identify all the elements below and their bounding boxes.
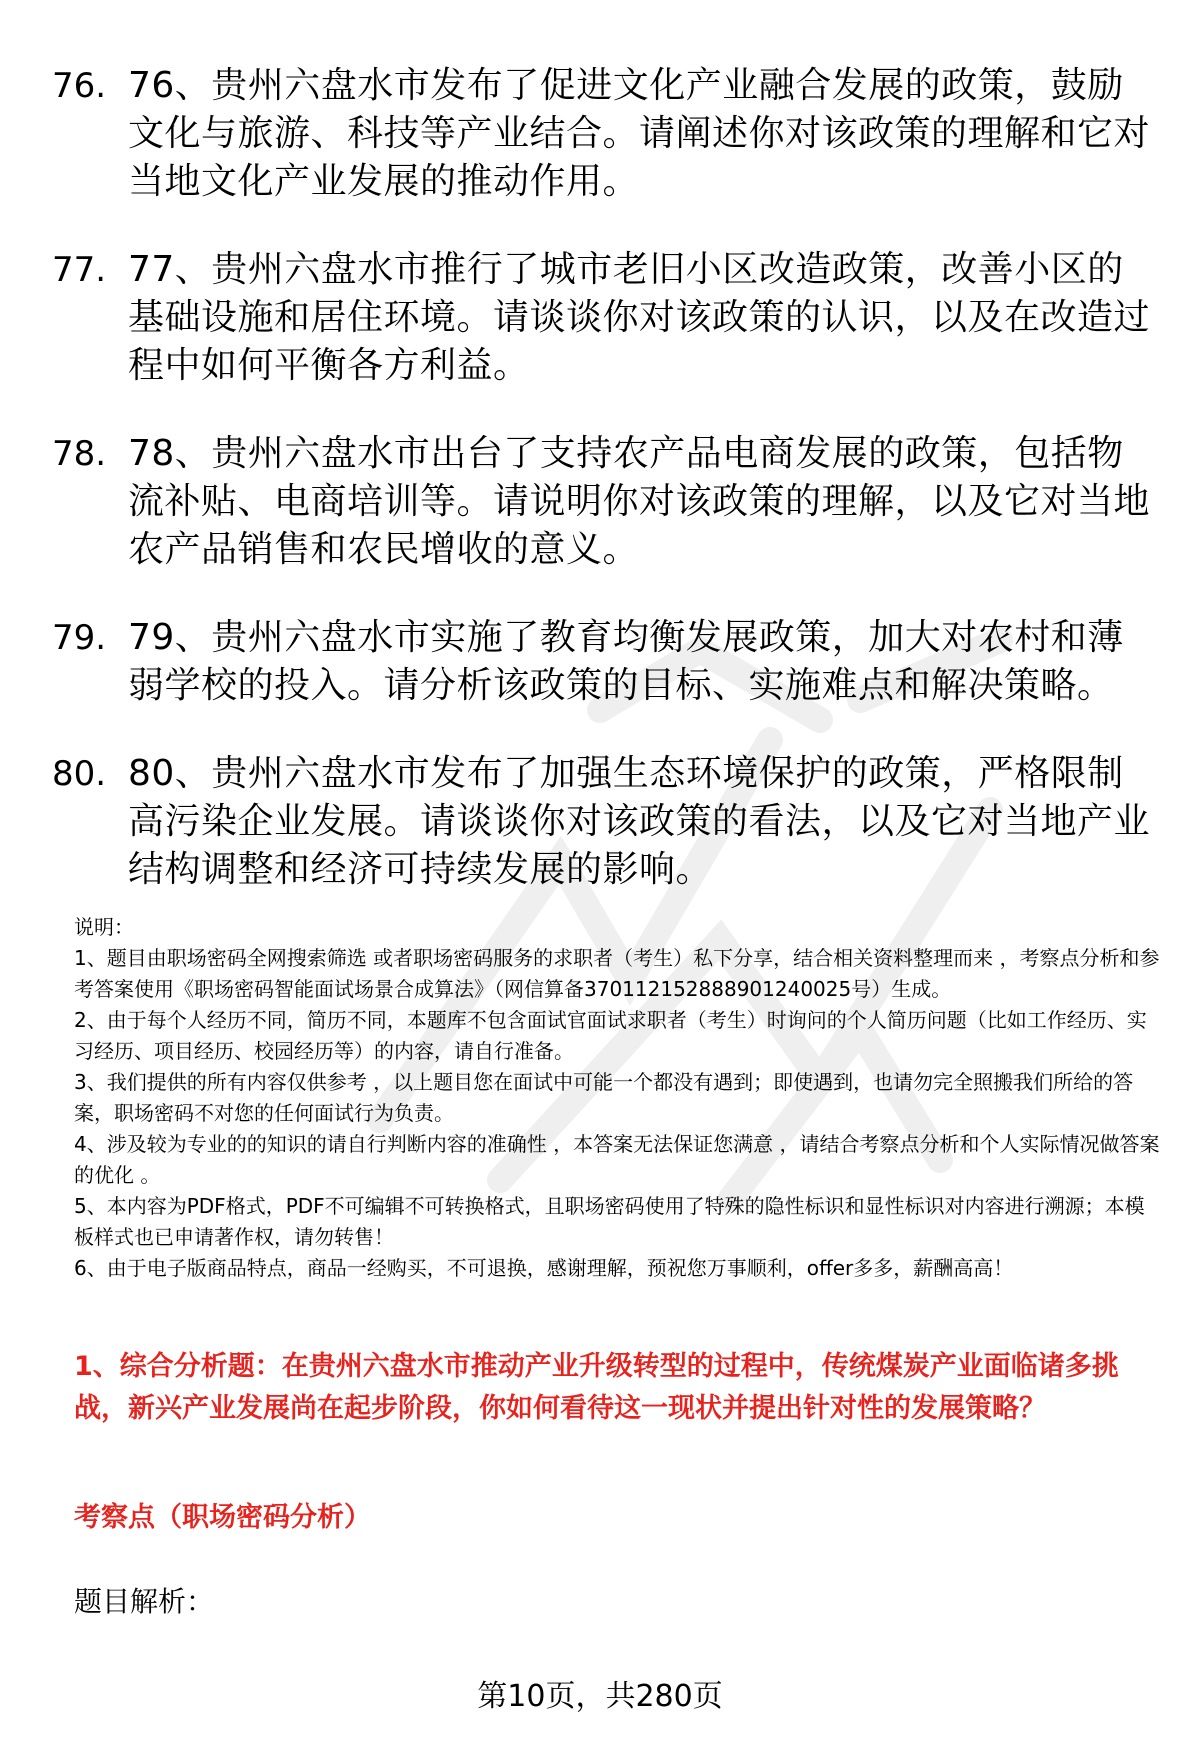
question-item: [52, 246, 1152, 390]
question-text: 78、贵州六盘水市出台了支持农产品电商发展的政策，包括物流补贴、电商培训等。请说明你对该政策的理解，以及它对当地农产品销售和农民增收的意义。: [128, 433, 1151, 570]
parse-label: 题目解析：: [74, 1585, 215, 1618]
question-text: 77、贵州六盘水市推行了城市老旧小区改造政策，改善小区的基础设施和居住环境。请谈谈你对该政策的认识，以及在改造过程中如何平衡各方利益。: [128, 249, 1151, 386]
note-item: 3、我们提供的所有内容仅供参考 ，以上题目您在面试中可能一个都没有遇到；即使遇到，也请勿完全照搬我们所给的答案，职场密码不对您的任何面试行为负责。: [74, 1070, 1134, 1125]
question-item: [52, 614, 1152, 710]
question-number: 79.: [52, 618, 107, 658]
question-number: 76.: [52, 66, 107, 106]
note-item: 6、由于电子版商品特点，商品一经购买，不可退换，感谢理解，预祝您万事顺利，offer多多，薪酬高高！: [74, 1256, 1014, 1280]
note-item: 2、由于每个人经历不同，简历不同，本题库不包含面试官面试求职者（考生）时询问的个人简历问题（比如工作经历、实习经历、项目经历、校园经历等）的内容，请自行准备。: [74, 1008, 1147, 1063]
question-text: 80、贵州六盘水市发布了加强生态环境保护的政策，严格限制高污染企业发展。请谈谈你对该政策的看法，以及它对当地产业结构调整和经济可持续发展的影响。: [128, 753, 1151, 890]
question-item: [52, 750, 1152, 894]
question-item: [52, 430, 1152, 574]
question-text: 76、贵州六盘水市发布了促进文化产业融合发展的政策，鼓励文化与旅游、科技等产业结合。请阐述你对该政策的理解和它对当地文化产业发展的推动作用。: [128, 65, 1151, 202]
notes-section: [74, 912, 1164, 1284]
question-number: 77.: [52, 250, 107, 290]
analysis-question: 1、综合分析题：在贵州六盘水市推动产业升级转型的过程中，传统煤炭产业面临诸多挑战，新兴产业发展尚在起步阶段，你如何看待这一现状并提出针对性的发展策略？: [74, 1351, 1119, 1424]
question-list: [52, 62, 1152, 934]
page-footer: 第10页，共280页: [477, 1679, 723, 1714]
question-item: [52, 62, 1152, 206]
note-item: 4、涉及较为专业的的知识的请自行判断内容的准确性 ，本答案无法保证您满意 ，请结合考察点分析和个人实际情况做答案的优化 。: [74, 1132, 1160, 1187]
question-number: 80.: [52, 754, 107, 794]
note-item: 1、题目由职场密码全网搜索筛选 或者职场密码服务的求职者（考生）私下分享，结合相关资料整理而来 ，考察点分析和参考答案使用《职场密码智能面试场景合成算法》（网信算备370112152888901240025号）生成。: [74, 946, 1160, 1001]
question-text: 79、贵州六盘水市实施了教育均衡发展政策，加大对农村和薄弱学校的投入。请分析该政策的目标、实施难点和解决策略。: [128, 617, 1124, 706]
note-item: 5、本内容为PDF格式，PDF不可编辑不可转换格式，且职场密码使用了特殊的隐性标识和显性标识对内容进行溯源；本模板样式也已申请著作权，请勿转售！: [74, 1194, 1145, 1249]
notes-title: 说明：: [74, 915, 134, 939]
analysis-label: 考察点（职场密码分析）: [74, 1502, 371, 1533]
question-number: 78.: [52, 434, 107, 474]
